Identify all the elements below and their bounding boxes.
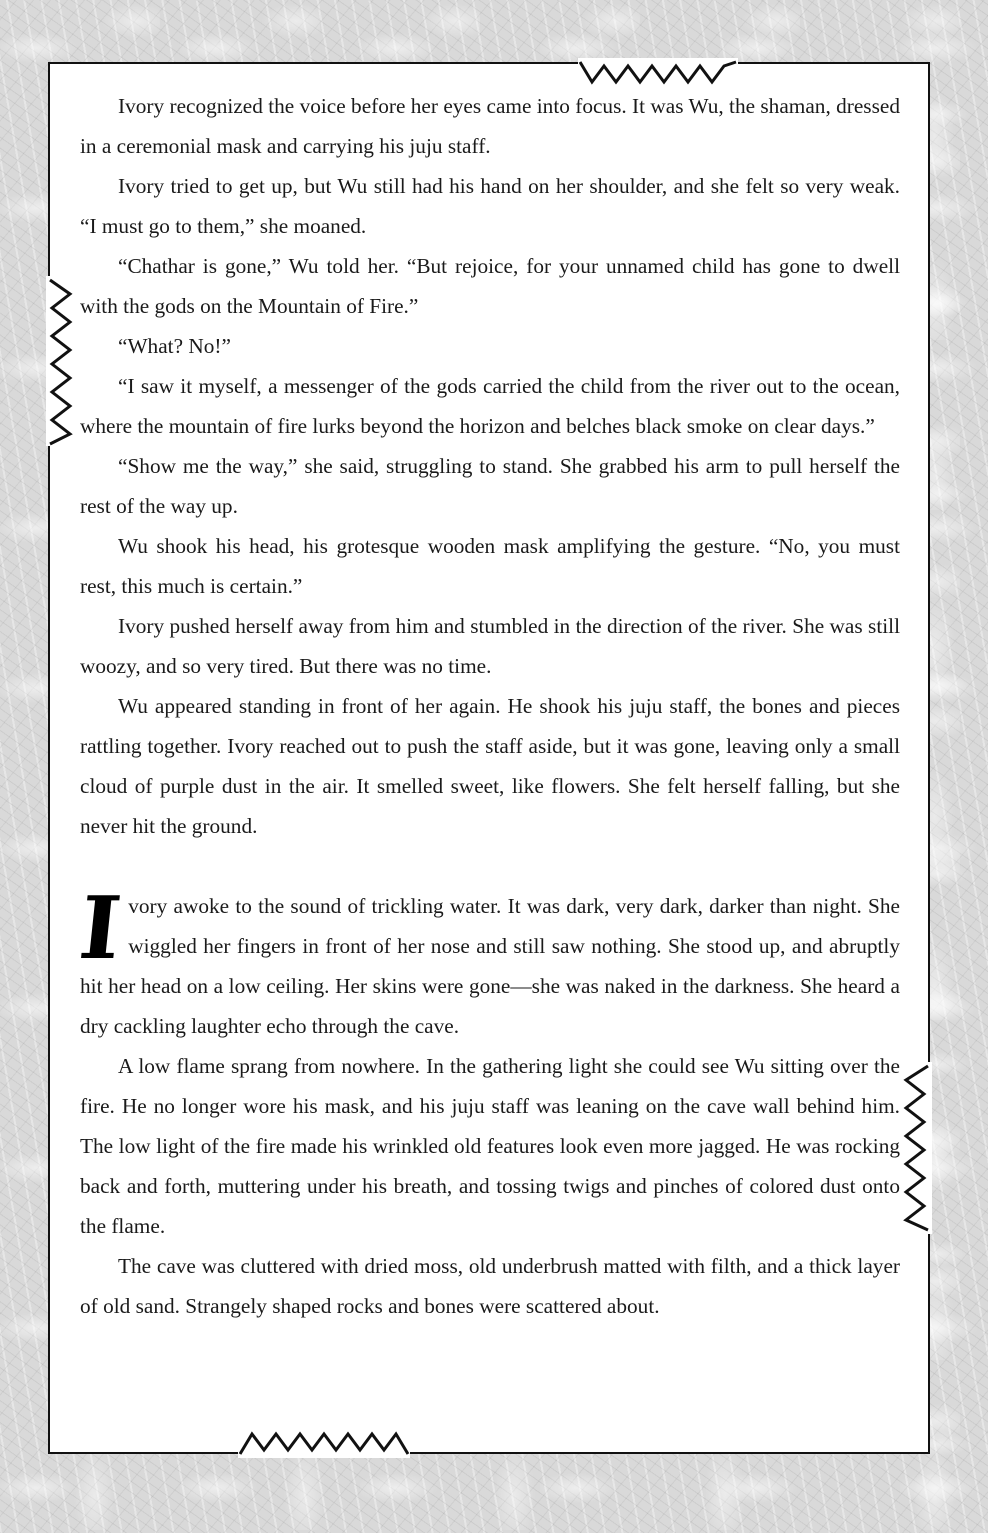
paragraph: “What? No!” [118,334,231,358]
dropcap-paragraph [74,878,900,1046]
paragraph: Ivory recognized the voice before her eyes came into focus. It was Wu, the shaman, dressed in a ceremonial mask and carrying his juju staff. [80,94,900,158]
paragraph: A low flame sprang from nowhere. In the gathering light she could see Wu sitting over the fire. He no longer wore his mask, and his juju staff was leaning on the cave wall behind him. The low light of the fire made his wrinkled old features look even more jagged. He was rocking back and forth, muttering under his breath, and tossing twigs and pinches of colored dust onto the flame. [80,1054,900,1238]
paragraph: Wu appeared standing in front of her again. He shook his juju staff, the bones and pieces rattling together. Ivory reached out to push the staff aside, but it was gone, leaving only a small cloud of purple dust in the air. It smelled sweet, like flowers. She felt herself falling, but she never hit the ground. [80,694,900,838]
paragraph: “I saw it myself, a messenger of the gods carried the child from the river out to the ocean, where the mountain of fire lurks beyond the horizon and belches black smoke on clear days.” [80,374,900,438]
zigzag-right-decoration [896,1062,936,1234]
zigzag-left-decoration [40,276,80,446]
paragraph: Ivory pushed herself away from him and stumbled in the direction of the river. She was still woozy, and so very tired. But there was no time. [80,614,900,678]
paragraph: The cave was cluttered with dried moss, old underbrush matted with filth, and a thick layer of old sand. Strangely shaped rocks and bones were scattered about. [80,1254,900,1318]
zigzag-bottom-decoration [238,1428,410,1458]
dropcap-paragraph-text: vory awoke to the sound of trickling water. It was dark, very dark, darker than night. She wiggled her fingers in front of her nose and still saw nothing. She stood up, and abruptly hit her head on a low ceiling. Her skins were gone—she was naked in the darkness. She heard a dry cackling laughter echo through the cave. [80,894,900,1038]
paragraph: “Show me the way,” she said, struggling to stand. She grabbed his arm to pull herself the rest of the way up. [80,454,900,518]
drop-cap-letter: I [74,878,126,979]
paragraph: Ivory tried to get up, but Wu still had his hand on her shoulder, and she felt so very weak. “I must go to them,” she moaned. [80,174,900,238]
section-break [80,846,900,886]
zigzag-top-decoration [578,58,738,86]
story-text [74,86,900,1326]
paragraph: “Chathar is gone,” Wu told her. “But rejoice, for your unnamed child has gone to dwell with the gods on the Mountain of Fire.” [80,254,900,318]
paragraph: Wu shook his head, his grotesque wooden mask amplifying the gesture. “No, you must rest, this much is certain.” [80,534,900,598]
